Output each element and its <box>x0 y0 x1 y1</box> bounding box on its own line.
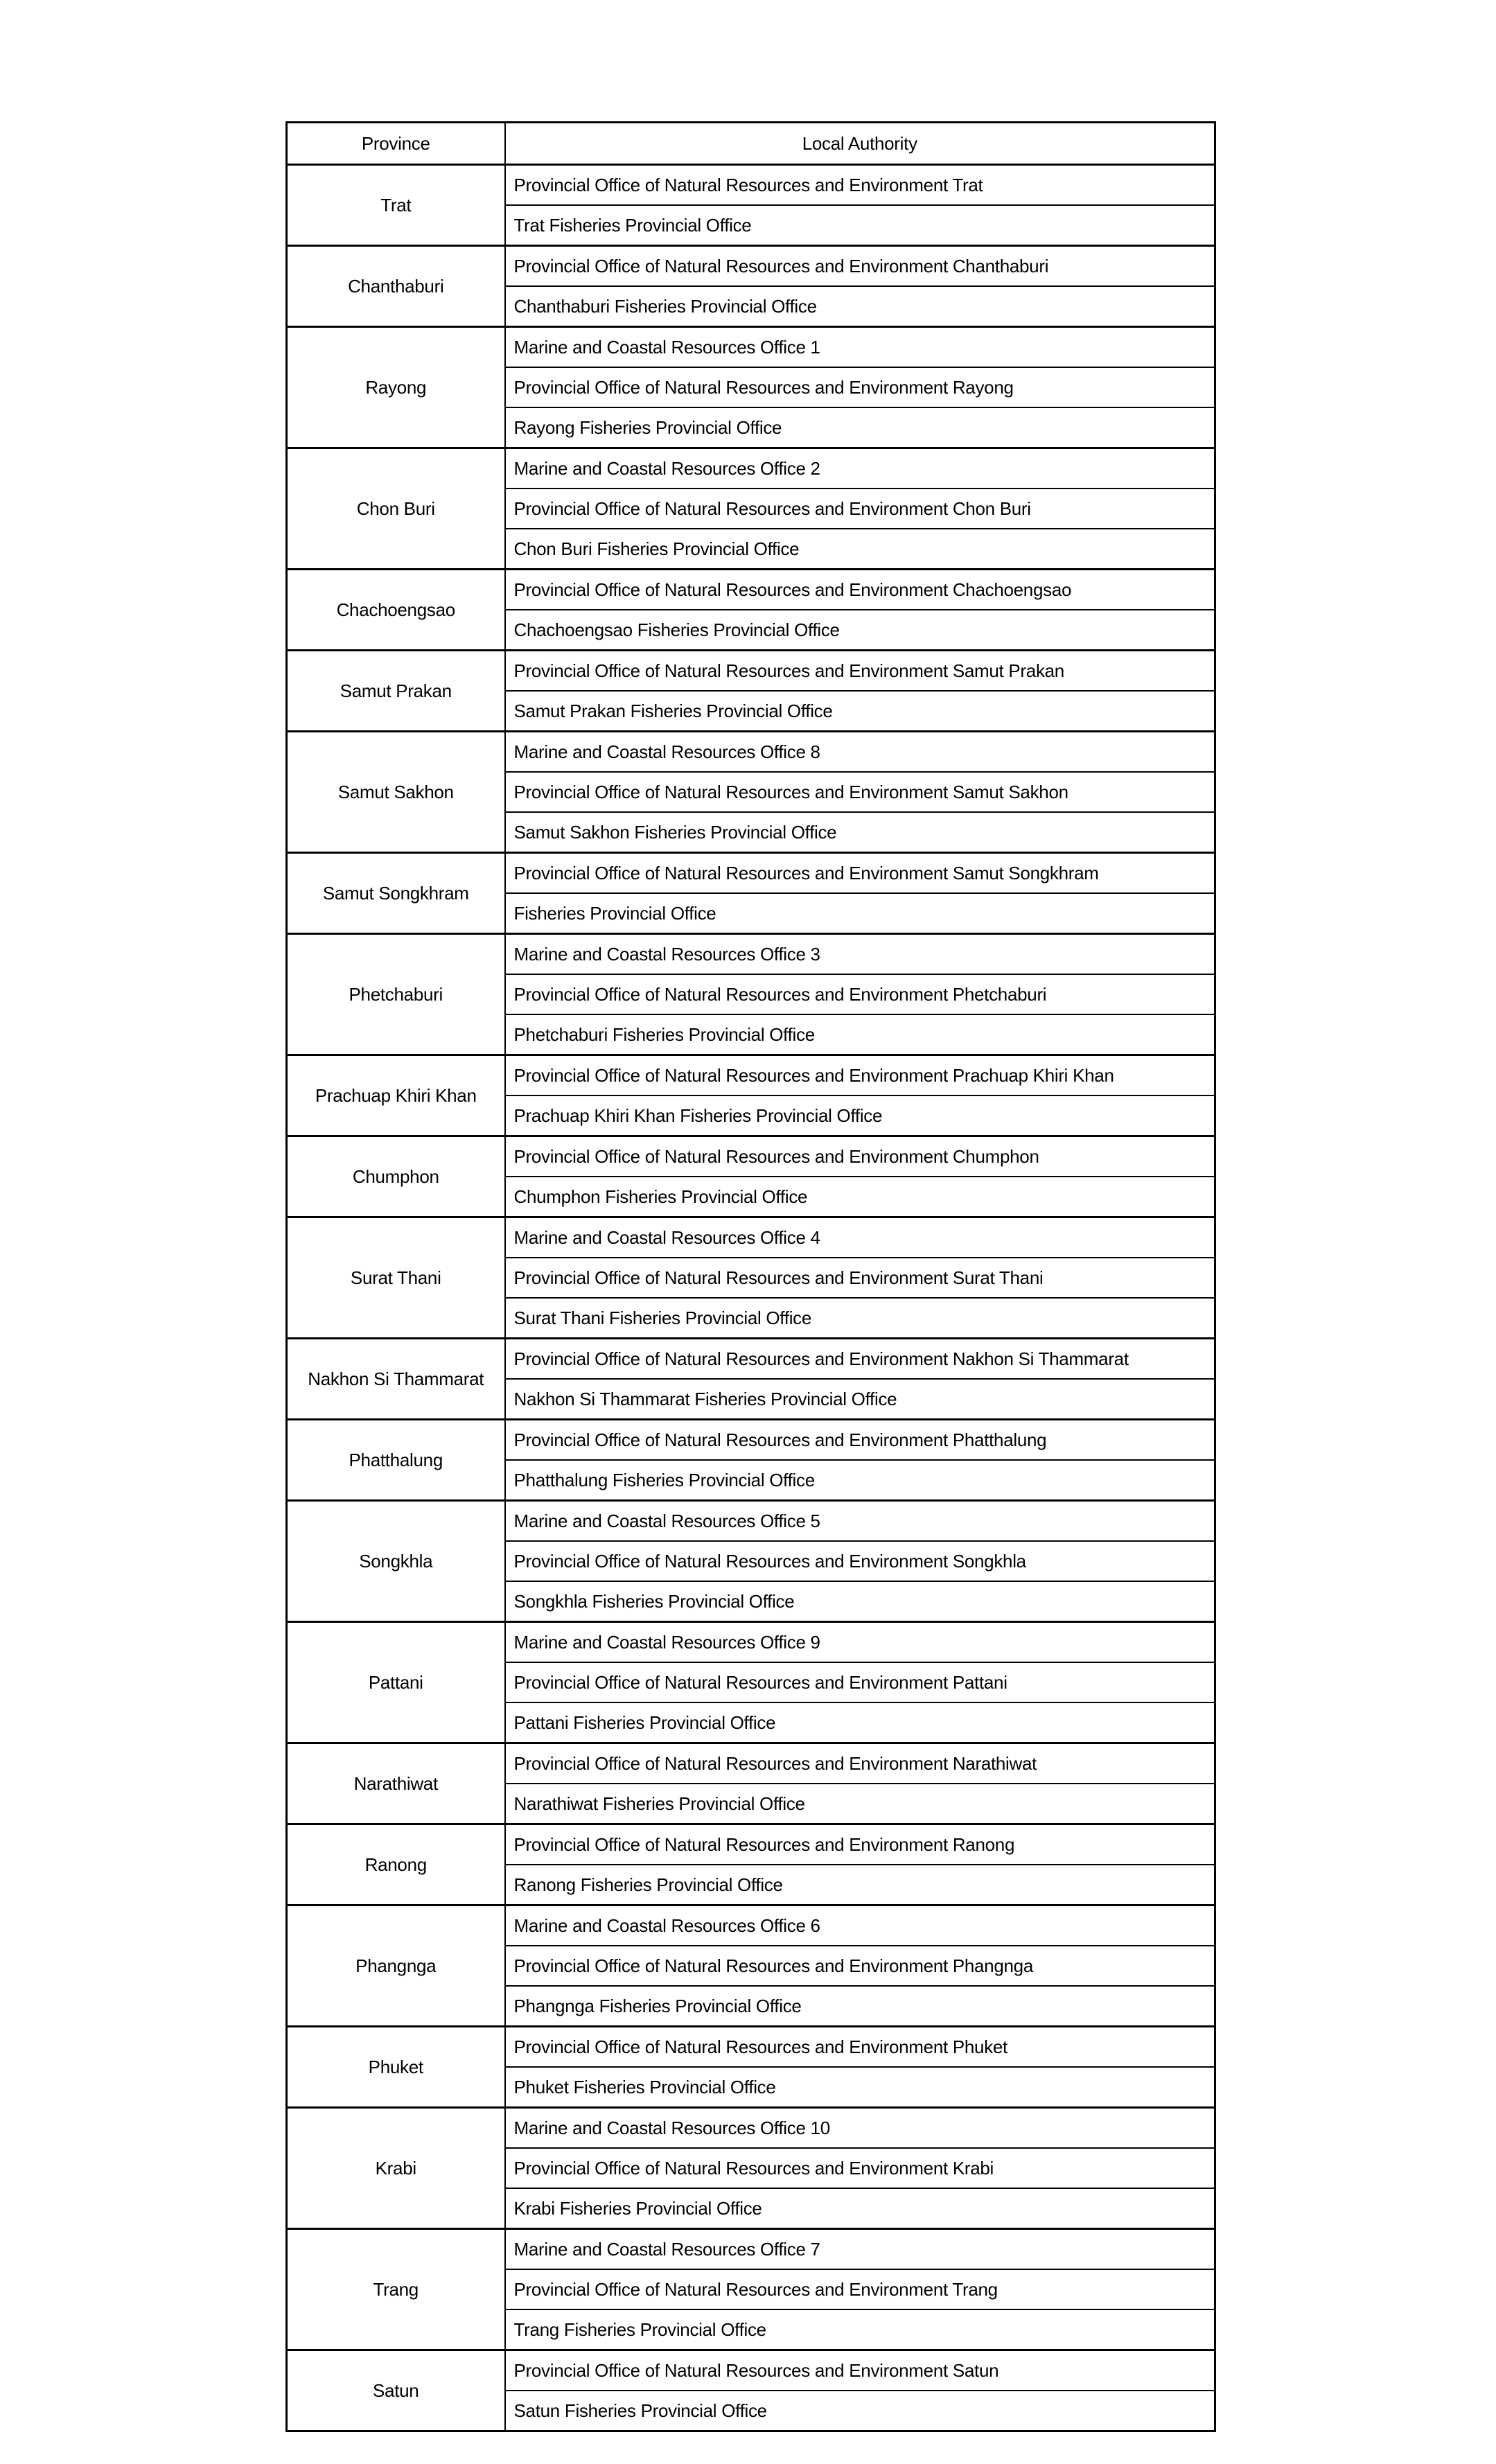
header-row <box>287 123 1215 165</box>
table-row <box>287 246 1215 287</box>
table-row <box>287 165 1215 206</box>
authority-cell: Narathiwat Fisheries Provincial Office <box>505 1784 1215 1824</box>
authority-cell: Surat Thani Fisheries Provincial Office <box>505 1298 1215 1339</box>
table-row <box>287 1217 1215 1258</box>
authority-cell: Marine and Coastal Resources Office 9 <box>505 1622 1215 1663</box>
authority-cell: Marine and Coastal Resources Office 6 <box>505 1906 1215 1946</box>
province-cell: Trat <box>287 165 505 246</box>
province-cell: Rayong <box>287 327 505 448</box>
authority-cell: Provincial Office of Natural Resources and Environment Rayong <box>505 367 1215 407</box>
authority-cell: Songkhla Fisheries Provincial Office <box>505 1581 1215 1622</box>
province-cell: Samut Songkhram <box>287 853 505 934</box>
province-cell: Ranong <box>287 1824 505 1906</box>
table-row <box>287 2229 1215 2270</box>
province-cell: Prachuap Khiri Khan <box>287 1055 505 1136</box>
table-row <box>287 1339 1215 1380</box>
authority-cell: Provincial Office of Natural Resources and Environment Chanthaburi <box>505 246 1215 287</box>
authority-cell: Provincial Office of Natural Resources and Environment Phetchaburi <box>505 974 1215 1014</box>
authority-cell: Provincial Office of Natural Resources and Environment Narathiwat <box>505 1743 1215 1784</box>
table-row <box>287 327 1215 368</box>
table-row <box>287 1743 1215 1784</box>
authority-cell: Phatthalung Fisheries Provincial Office <box>505 1460 1215 1501</box>
authority-cell: Provincial Office of Natural Resources and Environment Phatthalung <box>505 1420 1215 1461</box>
table-row <box>287 1906 1215 1946</box>
province-cell: Chumphon <box>287 1136 505 1217</box>
table-row <box>287 934 1215 975</box>
authority-cell: Marine and Coastal Resources Office 5 <box>505 1501 1215 1542</box>
table-body <box>287 165 1215 2431</box>
province-cell: Phuket <box>287 2027 505 2108</box>
authority-cell: Provincial Office of Natural Resources and Environment Satun <box>505 2350 1215 2391</box>
authority-cell: Provincial Office of Natural Resources and Environment Phuket <box>505 2027 1215 2068</box>
authority-cell: Provincial Office of Natural Resources and Environment Krabi <box>505 2148 1215 2188</box>
authority-cell: Provincial Office of Natural Resources and Environment Samut Prakan <box>505 651 1215 692</box>
authority-cell: Provincial Office of Natural Resources and Environment Songkhla <box>505 1541 1215 1581</box>
authority-cell: Provincial Office of Natural Resources and Environment Ranong <box>505 1824 1215 1865</box>
province-cell: Surat Thani <box>287 1217 505 1339</box>
authority-cell: Provincial Office of Natural Resources and Environment Phangnga <box>505 1946 1215 1986</box>
authority-column-header: Local Authority <box>505 123 1215 165</box>
table-row <box>287 2350 1215 2391</box>
province-cell: Krabi <box>287 2108 505 2229</box>
authority-cell: Ranong Fisheries Provincial Office <box>505 1865 1215 1906</box>
authority-cell: Provincial Office of Natural Resources and Environment Surat Thani <box>505 1258 1215 1298</box>
province-column-header: Province <box>287 123 505 165</box>
authority-cell: Provincial Office of Natural Resources and Environment Samut Songkhram <box>505 853 1215 894</box>
table-row <box>287 732 1215 773</box>
authority-cell: Marine and Coastal Resources Office 4 <box>505 1217 1215 1258</box>
table-row <box>287 853 1215 894</box>
province-cell: Songkhla <box>287 1501 505 1622</box>
authority-cell: Pattani Fisheries Provincial Office <box>505 1702 1215 1743</box>
authority-cell: Provincial Office of Natural Resources and Environment Trat <box>505 165 1215 206</box>
authority-cell: Samut Sakhon Fisheries Provincial Office <box>505 812 1215 853</box>
authority-cell: Chumphon Fisheries Provincial Office <box>505 1177 1215 1217</box>
authority-cell: Prachuap Khiri Khan Fisheries Provincial Office <box>505 1095 1215 1136</box>
authority-cell: Marine and Coastal Resources Office 10 <box>505 2108 1215 2149</box>
authority-cell: Provincial Office of Natural Resources and Environment Chumphon <box>505 1136 1215 1177</box>
authority-cell: Samut Prakan Fisheries Provincial Office <box>505 691 1215 732</box>
authority-cell: Fisheries Provincial Office <box>505 893 1215 934</box>
authority-cell: Marine and Coastal Resources Office 3 <box>505 934 1215 975</box>
authority-cell: Provincial Office of Natural Resources and Environment Nakhon Si Thammarat <box>505 1339 1215 1380</box>
authority-cell: Provincial Office of Natural Resources and Environment Chachoengsao <box>505 570 1215 610</box>
province-cell: Nakhon Si Thammarat <box>287 1339 505 1420</box>
authority-cell: Provincial Office of Natural Resources and Environment Samut Sakhon <box>505 772 1215 812</box>
province-cell: Satun <box>287 2350 505 2431</box>
province-cell: Pattani <box>287 1622 505 1743</box>
authority-cell: Chon Buri Fisheries Provincial Office <box>505 529 1215 570</box>
province-cell: Narathiwat <box>287 1743 505 1824</box>
table-row <box>287 2027 1215 2068</box>
table-row <box>287 2108 1215 2149</box>
authority-cell: Trang Fisheries Provincial Office <box>505 2309 1215 2350</box>
authority-cell: Phetchaburi Fisheries Provincial Office <box>505 1014 1215 1055</box>
authority-cell: Chachoengsao Fisheries Provincial Office <box>505 610 1215 651</box>
province-cell: Chachoengsao <box>287 570 505 651</box>
authority-cell: Chanthaburi Fisheries Provincial Office <box>505 286 1215 327</box>
province-cell: Trang <box>287 2229 505 2350</box>
authority-cell: Provincial Office of Natural Resources and Environment Prachuap Khiri Khan <box>505 1055 1215 1096</box>
province-cell: Samut Prakan <box>287 651 505 732</box>
authority-cell: Marine and Coastal Resources Office 7 <box>505 2229 1215 2270</box>
authority-cell: Rayong Fisheries Provincial Office <box>505 407 1215 448</box>
authority-cell: Provincial Office of Natural Resources and Environment Trang <box>505 2269 1215 2309</box>
table-row <box>287 1622 1215 1663</box>
table-row <box>287 1136 1215 1177</box>
authority-cell: Krabi Fisheries Provincial Office <box>505 2188 1215 2229</box>
authority-cell: Marine and Coastal Resources Office 8 <box>505 732 1215 773</box>
authority-cell: Phuket Fisheries Provincial Office <box>505 2067 1215 2108</box>
province-authority-table <box>285 121 1216 2432</box>
table-row <box>287 1824 1215 1865</box>
province-cell: Phetchaburi <box>287 934 505 1055</box>
authority-cell: Marine and Coastal Resources Office 1 <box>505 327 1215 368</box>
authority-cell: Phangnga Fisheries Provincial Office <box>505 1986 1215 2027</box>
province-cell: Phangnga <box>287 1906 505 2027</box>
province-cell: Chon Buri <box>287 448 505 570</box>
table-row <box>287 1055 1215 1096</box>
table-row <box>287 570 1215 610</box>
authority-cell: Provincial Office of Natural Resources and Environment Chon Buri <box>505 489 1215 529</box>
authority-cell: Nakhon Si Thammarat Fisheries Provincial Office <box>505 1379 1215 1420</box>
province-cell: Chanthaburi <box>287 246 505 327</box>
table-row <box>287 1420 1215 1461</box>
authority-cell: Trat Fisheries Provincial Office <box>505 205 1215 246</box>
table-row <box>287 1501 1215 1542</box>
authority-cell: Satun Fisheries Provincial Office <box>505 2391 1215 2431</box>
authority-cell: Provincial Office of Natural Resources and Environment Pattani <box>505 1662 1215 1702</box>
province-cell: Phatthalung <box>287 1420 505 1501</box>
authority-cell: Marine and Coastal Resources Office 2 <box>505 448 1215 489</box>
table-row <box>287 448 1215 489</box>
province-cell: Samut Sakhon <box>287 732 505 853</box>
table-row <box>287 651 1215 692</box>
